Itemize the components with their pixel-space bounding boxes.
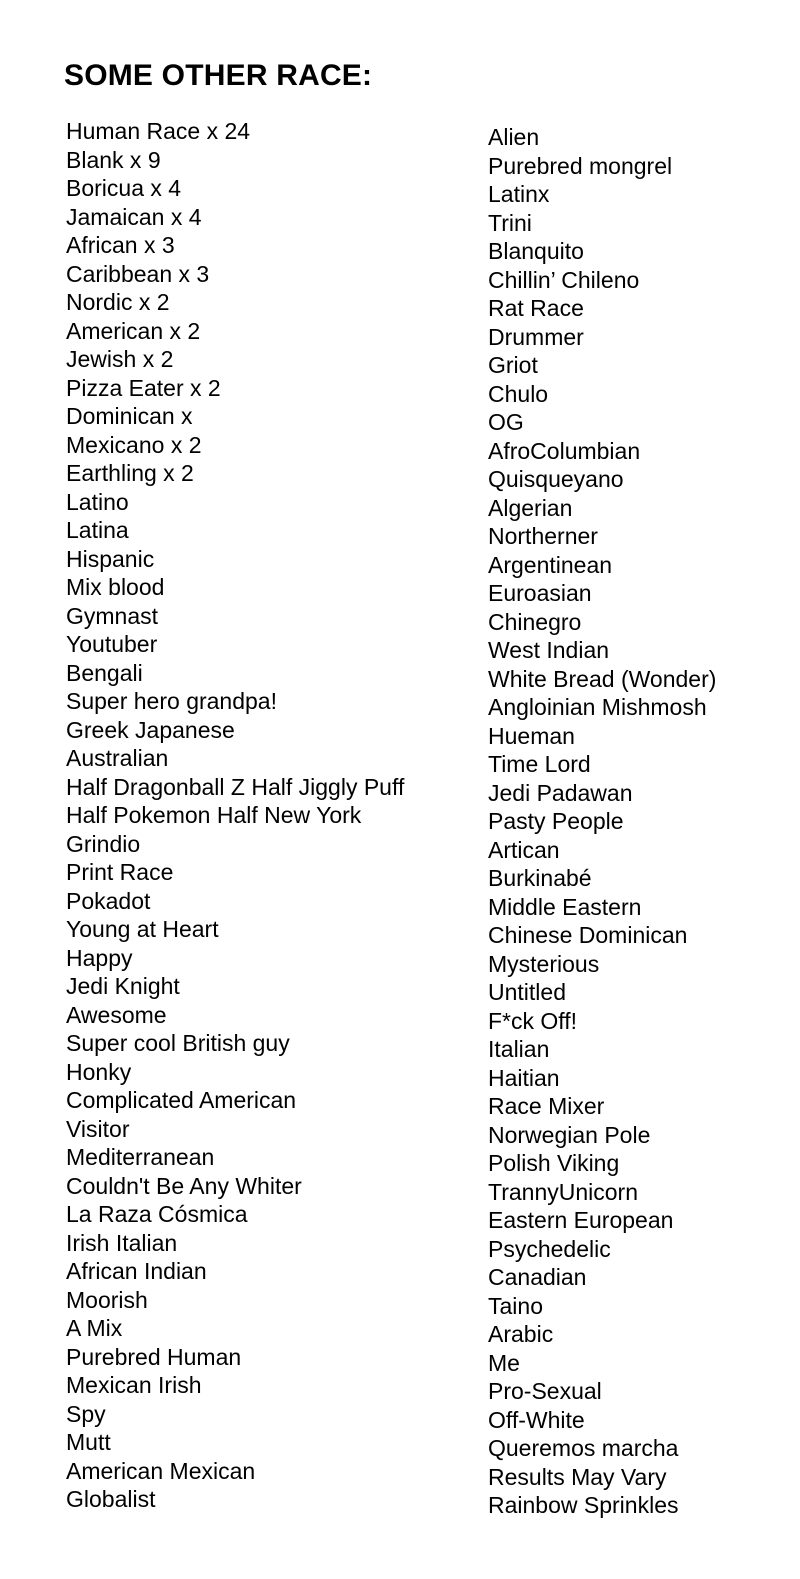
list-item: Middle Eastern [488,893,642,920]
list-item: Griot [488,352,538,378]
list-item: Jamaican x 4 [66,203,202,230]
list-item: Drummer [488,323,584,350]
list-item: Quisqueyano [488,466,624,492]
list-item: Youtuber [66,631,158,657]
list-item: Polish Viking [488,1150,620,1176]
list-item: Couldn't Be Any Whiter [66,1172,302,1199]
list-item: Human Race x 24 [66,118,251,144]
list-item: Norwegian Pole [488,1121,651,1148]
list-item: Time Lord [488,751,591,777]
list-item: American Mexican [66,1457,256,1484]
list-item: Latinx [488,181,550,207]
list-item: Haitian [488,1064,560,1091]
list-item: Happy [66,944,133,971]
list-item: White Bread (Wonder) [488,665,717,692]
list-item: Latina [66,517,129,543]
list-item: Rainbow Sprinkles [488,1492,679,1518]
list-item: Hispanic [66,545,155,572]
list-item: Moorish [66,1286,148,1313]
list-item: Me [488,1349,520,1376]
list-item: West Indian [488,637,610,663]
list-item: Italian [488,1036,550,1062]
list-item: Gymnast [66,602,159,629]
list-item: Half Pokemon Half New York [66,802,362,828]
list-item: Spy [66,1400,106,1427]
list-item: Half Dragonball Z Half Jiggly Puff [66,773,405,800]
list-item: Arabic [488,1321,554,1347]
list-item: Grindio [66,830,141,857]
right-column-list [488,123,716,1520]
list-item: Latino [66,488,129,515]
list-item: Pro-Sexual [488,1378,602,1404]
list-item: Trini [488,209,532,236]
list-item: Chulo [488,380,549,407]
list-item: Canadian [488,1264,587,1290]
list-item: OG [488,409,524,435]
list-item: Mexicano x 2 [66,431,202,458]
list-item: Pasty People [488,808,624,834]
list-item: Complicated American [66,1087,297,1113]
list-item: Burkinabé [488,865,592,891]
list-item: Mutt [66,1429,111,1455]
list-item: Mediterranean [66,1144,215,1170]
list-item: American x 2 [66,317,201,344]
list-item: Hueman [488,722,575,749]
list-item: Blank x 9 [66,146,161,173]
list-item: Chinegro [488,608,582,635]
list-item: Globalist [66,1486,156,1512]
list-item: La Raza Cósmica [66,1201,248,1227]
list-item: Nordic x 2 [66,289,170,315]
list-item: Alien [488,124,540,150]
list-item: A Mix [66,1315,123,1341]
list-item: Super hero grandpa! [66,688,277,714]
list-item: Mexican Irish [66,1372,202,1398]
list-item: African Indian [66,1258,207,1284]
list-item: Young at Heart [66,916,219,942]
list-item: Psychedelic [488,1235,611,1262]
list-item: Greek Japanese [66,716,235,743]
list-item: Taino [488,1292,543,1319]
list-item: Results May Vary [488,1463,667,1490]
list-item: Artican [488,836,560,863]
list-item: Northerner [488,523,598,549]
list-item: Euroasian [488,580,592,606]
list-item: Angloinian Mishmosh [488,694,707,720]
list-item: Algerian [488,494,573,521]
list-item: Pizza Eater x 2 [66,374,221,401]
list-item: Print Race [66,859,174,885]
list-item: Earthling x 2 [66,460,194,486]
list-item: Pokadot [66,887,151,914]
list-item: Mysterious [488,950,600,977]
list-item: Super cool British guy [66,1030,290,1056]
list-item: Boricua x 4 [66,175,182,201]
list-item: Blanquito [488,238,584,264]
list-item: Purebred mongrel [488,152,673,179]
page-title: SOME OTHER RACE: [64,59,373,92]
list-item: Chillin’ Chileno [488,266,640,293]
list-item: Rat Race [488,295,584,321]
list-item: Visitor [66,1115,130,1142]
list-item: Untitled [488,979,566,1005]
list-item: Argentinean [488,551,613,578]
list-item: Jedi Knight [66,973,180,999]
list-item: Dominican x [66,403,193,429]
list-item: African x 3 [66,232,175,258]
list-item: Australian [66,745,169,771]
list-item: F*ck Off! [488,1007,578,1034]
list-item: AfroColumbian [488,437,641,464]
list-item: Awesome [66,1001,167,1028]
list-item: Mix blood [66,574,165,600]
list-item: Jedi Padawan [488,779,633,806]
list-item: Off-White [488,1406,585,1433]
list-item: Eastern European [488,1207,674,1233]
list-item: Queremos marcha [488,1435,679,1461]
list-item: Jewish x 2 [66,346,174,372]
list-item: Caribbean x 3 [66,260,210,287]
list-item: Chinese Dominican [488,922,688,948]
left-column-list [66,117,404,1514]
list-item: Race Mixer [488,1093,605,1119]
list-item: TrannyUnicorn [488,1178,638,1205]
list-item: Purebred Human [66,1343,242,1370]
list-item: Bengali [66,659,143,686]
list-item: Honky [66,1058,132,1085]
list-item: Irish Italian [66,1229,178,1256]
